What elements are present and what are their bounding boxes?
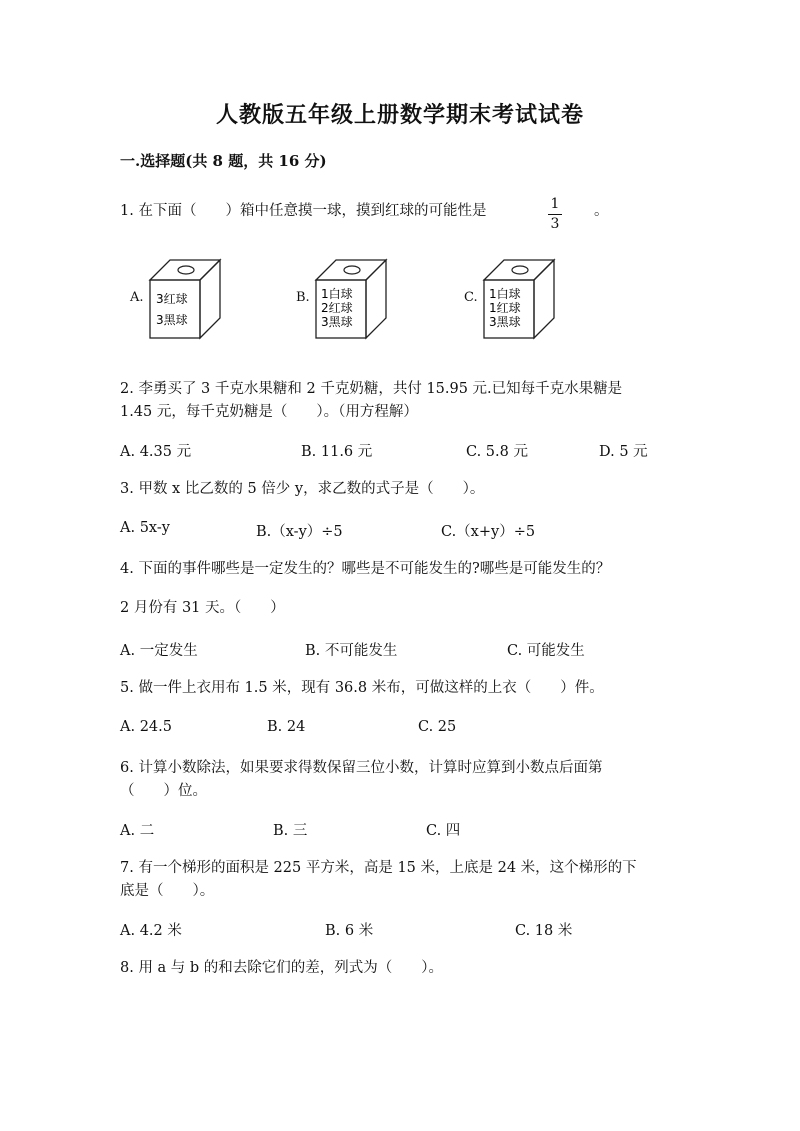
question-3: 3. 甲数 x 比乙数的 5 倍少 y，求乙数的式子是（ ）。 — [120, 481, 485, 497]
q7-option-a: A. 4.2 米 — [120, 923, 182, 939]
fraction-denominator: 3 — [550, 216, 560, 232]
box-b-line-2: 2红球 — [321, 301, 353, 315]
q5-option-c: C. 25 — [418, 719, 457, 735]
box-c-line-3: 3黑球 — [489, 315, 521, 329]
box-b-image — [312, 258, 392, 342]
q3-option-b: B.（x-y）÷5 — [256, 524, 343, 540]
q3-option-a: A. 5x-y — [120, 520, 170, 536]
box-a-line-1: 3红球 — [156, 292, 188, 306]
question-2-line-2: 1.45 元，每千克奶糖是（ ）。（用方程解） — [120, 404, 418, 420]
box-c-label: C. — [464, 290, 478, 305]
question-1-tail: 。 — [594, 203, 609, 219]
question-1-text: 1. 在下面（ ）箱中任意摸一球，摸到红球的可能性是 — [120, 203, 487, 219]
box-c-image — [480, 258, 560, 342]
question-6-line-2: （ ）位。 — [120, 783, 207, 799]
question-4: 4. 下面的事件哪些是一定发生的？哪些是不可能发生的?哪些是可能发生的？ — [120, 561, 611, 577]
q7-option-b: B. 6 米 — [325, 923, 374, 939]
question-6 — [120, 757, 602, 803]
question-1 — [120, 200, 486, 223]
q2-option-c: C. 5.8 元 — [466, 444, 528, 460]
box-a-line-2: 3黑球 — [156, 313, 188, 327]
q5-option-a: A. 24.5 — [120, 719, 172, 735]
q6-option-b: B. 三 — [273, 823, 308, 839]
question-5: 5. 做一件上衣用布 1.5 米，现有 36.8 米布，可做这样的上衣（ ）件。 — [120, 680, 604, 696]
q2-option-b: B. 11.6 元 — [301, 444, 373, 460]
q4-option-a: A. 一定发生 — [120, 643, 198, 659]
fraction-numerator: 1 — [550, 196, 560, 212]
question-6-line-1: 6. 计算小数除法，如果要求得数保留三位小数，计算时应算到小数点后面第 — [120, 760, 603, 776]
q6-option-c: C. 四 — [426, 823, 461, 839]
q3-option-c: C.（x+y）÷5 — [441, 524, 536, 540]
question-7-line-1: 7. 有一个梯形的面积是 225 平方米，高是 15 米，上底是 24 米，这个梯形的下 — [120, 860, 637, 876]
q4-option-c: C. 可能发生 — [507, 643, 585, 659]
q5-option-b: B. 24 — [267, 719, 306, 735]
q2-option-a: A. 4.35 元 — [120, 444, 192, 460]
section-heading: 一.选择题(共 8 题，共 16 分) — [120, 152, 327, 170]
box-b-label: B. — [296, 290, 310, 305]
q4-option-b: B. 不可能发生 — [305, 643, 398, 659]
box-c-line-1: 1白球 — [489, 287, 521, 301]
box-b-line-1: 1白球 — [321, 287, 353, 301]
q7-option-c: C. 18 米 — [515, 923, 573, 939]
q6-option-a: A. 二 — [120, 823, 155, 839]
question-7 — [120, 857, 637, 903]
question-8: 8. 用 a 与 b 的和去除它们的差，列式为（ ）。 — [120, 960, 444, 976]
box-b-line-3: 3黑球 — [321, 315, 353, 329]
box-a-label: A. — [130, 290, 144, 305]
fraction-one-third — [548, 196, 562, 233]
q2-option-d: D. 5 元 — [599, 444, 648, 460]
question-4-sub: 2 月份有 31 天。（ ） — [120, 600, 285, 616]
box-c-line-2: 1红球 — [489, 301, 521, 315]
question-2 — [120, 378, 622, 424]
box-a-image — [146, 258, 226, 342]
question-7-line-2: 底是（ ）。 — [120, 883, 215, 899]
page-title: 人教版五年级上册数学期末考试试卷 — [215, 102, 584, 128]
question-2-line-1: 2. 李勇买了 3 千克水果糖和 2 千克奶糖，共付 15.95 元.已知每千克水果糖是 — [120, 381, 623, 397]
